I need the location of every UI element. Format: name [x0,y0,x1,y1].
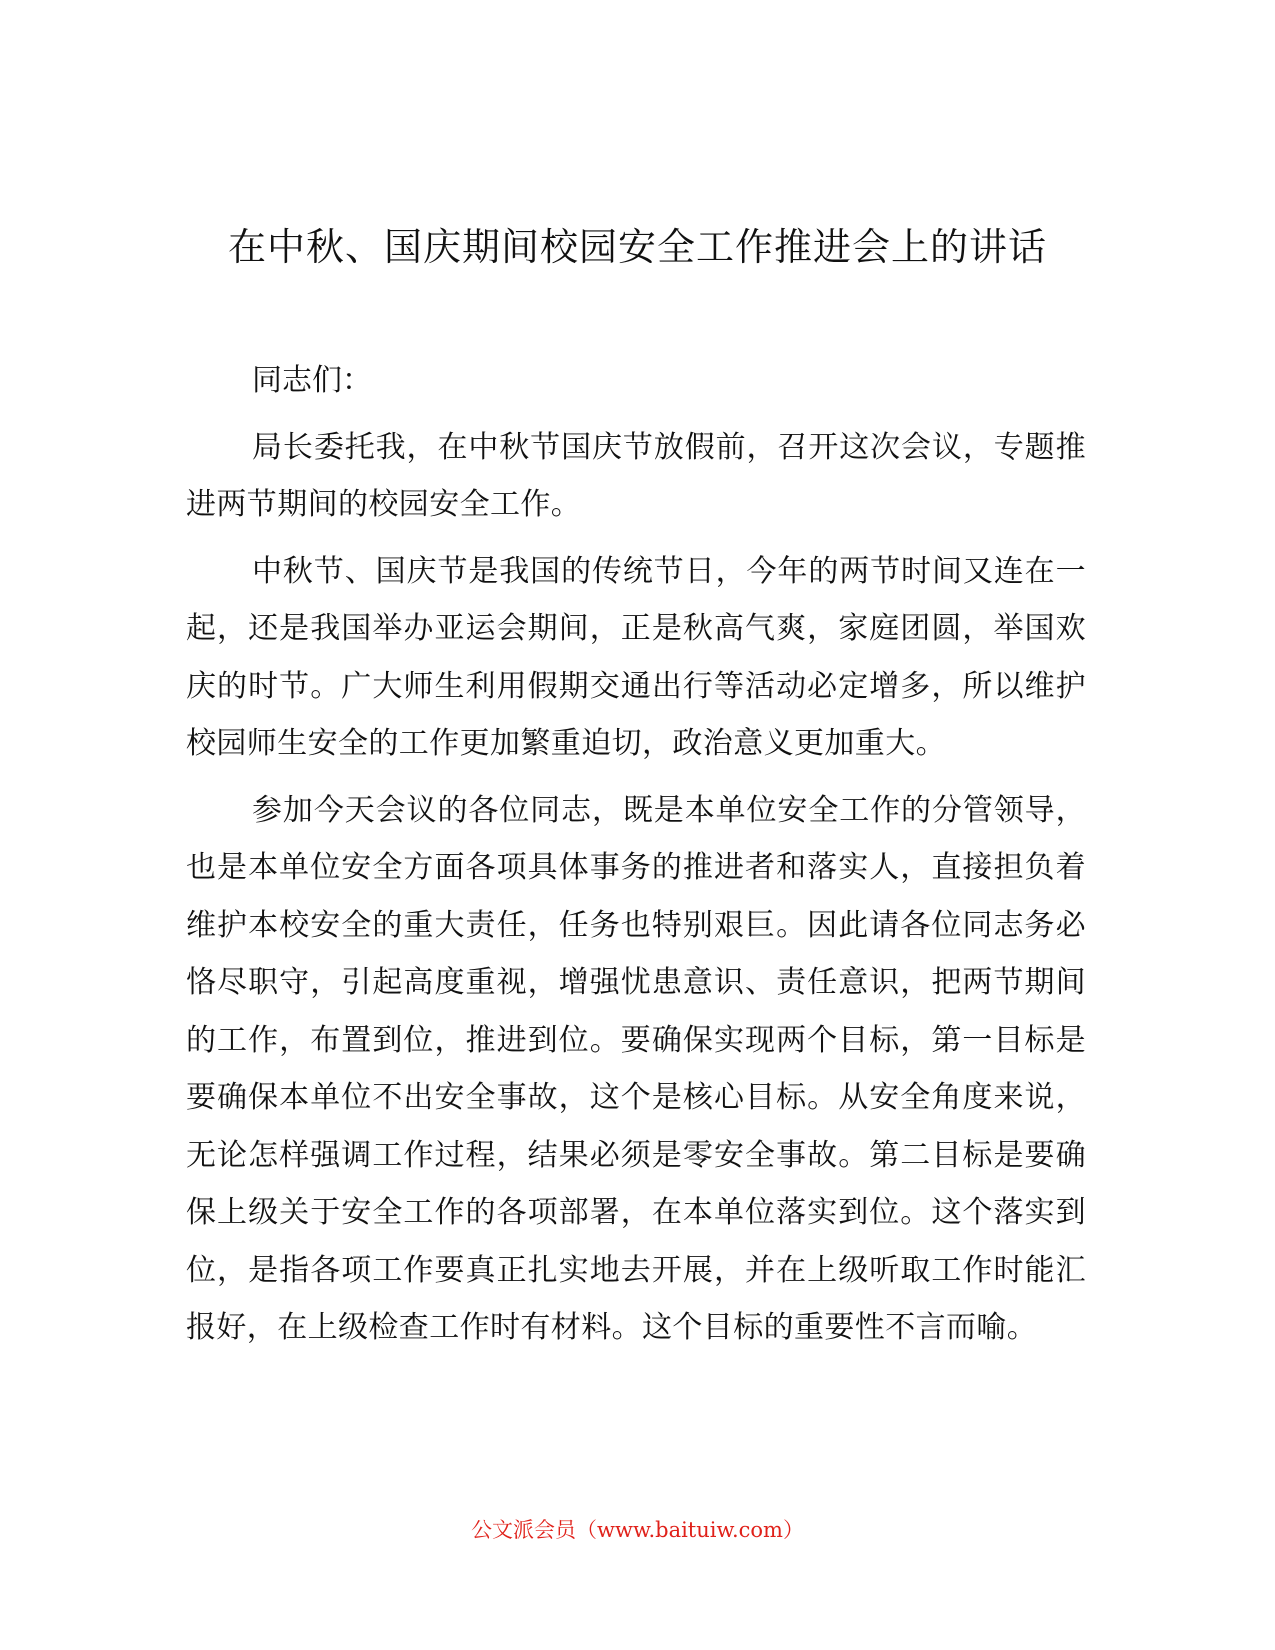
paragraph-1: 局长委托我，在中秋节国庆节放假前，召开这次会议，专题推进两节期间的校园安全工作。 [186,429,1086,522]
paragraph-3: 参加今天会议的各位同志，既是本单位安全工作的分管领导，也是本单位安全方面各项具体事务的推进者和落实人，直接担负着维护本校安全的重大责任，任务也特别艰巨。因此请各位同志务必恪尽职守，引起高度重视，增强忧患意识、责任意识，把两节期间的工作，布置到位，推进到位。要确保实现两个目标，第一目标是要确保本单位不出安全事故，这个是核心目标。从安全角度来说，无论怎样强调工作过程，结果必须是零安全事故。第二目标是要确保上级关于安全工作的各项部署，在本单位落实到位。这个落实到位，是指各项工作要真正扎实地去开展，并在上级听取工作时能汇报好，在上级检查工作时有材料。这个目标的重要性不言而喻。 [186,792,1086,1345]
document-body [186,352,1086,1366]
footer-watermark: 公文派会员（www.baituiw.com） [471,1518,804,1542]
salutation: 同志们： [252,363,372,398]
paragraph-2: 中秋节、国庆节是我国的传统节日，今年的两节时间又连在一起，还是我国举办亚运会期间，正是秋高气爽，家庭团圆，举国欢庆的时节。广大师生利用假期交通出行等活动必定增多，所以维护校园师生安全的工作更加繁重迫切，政治意义更加重大。 [186,553,1086,761]
document-title: 在中秋、国庆期间校园安全工作推进会上的讲话 [227,225,1047,269]
